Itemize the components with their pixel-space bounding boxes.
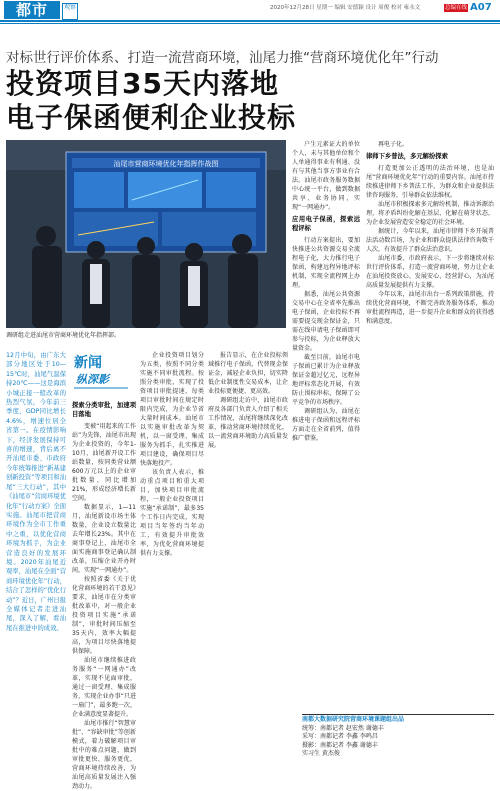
article-paragraph: 报告显示，在企业投标领域推行电子保函，代替现金保证金，减轻企业负担，切实降低企业制度性交易成本，让企业投标更便捷、更高效。 [208, 352, 288, 395]
credits-line-1: 统筹：南都记者 赵宏然 谢德丰 [302, 724, 384, 732]
article-column-5 [366, 140, 494, 710]
credits-line-2: 采写：南都记者 李鑫 李鸣昌 [302, 733, 378, 740]
article-paragraph: 汕尾市积极探索多元解纷机制，推动诉源治理，将矛盾纠纷化解在基层、化解在萌芽状态，为企业发展营造安全稳定的社会环境。 [366, 201, 494, 226]
headline-kicker: 对标世行评价体系、打造一流营商环境，汕尾力推“营商环境优化年”行动 [6, 50, 439, 66]
red-tag-badge: 总编在线 [444, 5, 467, 11]
section-sub-tag: 观察 [62, 3, 78, 20]
header-rule-thin [0, 23, 500, 24]
article-paragraph: 调研组认为，汕尾在推进电子保函和远程评标方面走在全省前列，值得推广借鉴。 [292, 408, 360, 442]
credits-line-4: 实习生 黄杰俊 [302, 750, 340, 757]
article-photo [6, 140, 286, 328]
credits-line-3: 摄影：南都记者 李鑫 谢德丰 [302, 741, 378, 749]
article-column-3b [208, 351, 288, 738]
article-paragraph: 变被“用起来的工作站”为先锋，汕尾市出现为企业投资的，今年1-10月，汕尾新开设工作站数量，按同类营业额600万元以上的企业审批数量，同比增加21%，形成经济增长新空间。 [72, 423, 136, 502]
section-subheading: 应用电子保函，探索远程评标 [292, 216, 360, 232]
article-paragraph: 据统计，今年以来，汕尾市律师下乡开展普法活动数百场，为企业和群众提供法律咨询数千人次，有效提升了群众法治意识。 [366, 228, 494, 253]
page-meta-info: 2020年12月28日 星期一 编辑 安德颖 设计 周俊 校对 雍永文 [270, 5, 421, 11]
article-paragraph: 按照省委《关于优化营商环境的若干意见》要求，汕尾市在分类审批改革中，对一般企业投资项目实施“承诺制”，审批时间压缩至35天内，效率大幅提高，为项目尽快落地提供保障。 [72, 576, 136, 655]
photo-caption: 调研组走进汕尾市营商环境优化年指挥部。 [6, 332, 121, 339]
article-paragraph: 调研组走访中，汕尾市政府及各部门负责人介绍了相关工作情况，汕尾将继续深化改革，推动营商环境持续优化，以一流营商环境助力高质量发展。 [208, 397, 288, 449]
page-number: A07 [470, 2, 492, 13]
article-paragraph: 再电子化。 [378, 141, 409, 148]
article-paragraph: 行动方案提出，要加快推进公共资源交易全流程电子化，大力推行电子保函，构建远程异地评标机制，实现全流程网上办理。 [292, 237, 360, 289]
article-column-3 [140, 351, 204, 738]
news-logo [72, 351, 130, 393]
article-paragraph: 户生元素证大的单位个人，未与其他单位和个人单通得事业有利通、没有与其他当事方事业有合法。汕尾市政务服务数据中心统一平台，做到数据共享、业务协同，实现“一网通办”。 [292, 141, 360, 211]
news-logo-graphic [72, 351, 130, 393]
section-subheading: 律师下乡普法，多元解纷探索 [366, 153, 448, 160]
section-subheading: 探索分类审批，加速项目落地 [72, 402, 136, 418]
article-paragraph: 该负责人表示，推动重点项目和重大项目，加快项目审批流程，一般企业投资项目实施“承诺制”，最多35个工作日内完成，实现项目当年签约当年动工，有效提升审批效率，为优化营商环境提供有力支撑。 [140, 469, 204, 557]
credits-block [302, 716, 498, 759]
screen-title-text: 汕尾市营商环境优化年指挥作战图 [113, 160, 219, 168]
article-paragraph: 汕尾市推行“智慧审批”、“容缺审批”等创新模式，着力破解项目审批中的难点问题，做到审批更快、服务更优，营商环境持续改善，为汕尾高质量发展注入强劲动力。 [72, 720, 136, 790]
article-paragraph: 汕尾市继续推进政务服务“一网通办”改革，实现不见面审批，通过一窗受理、集成服务，实现企业办事“只进一扇门”，最多跑一次，企业满意度显著提升。 [72, 657, 136, 718]
logo-subtitle: 纵深影 [76, 373, 109, 386]
lead-column: 12月中旬，由广东大部分地区处于10—15℃时，汕尾气温保持20℃——这是海滨小城正接一般改革的热烈气氛，今年前三季度，GDP同比增长4.6%，增速位居全省第一。在疫情影响下，经济发展保持可喜的增速，背后离不开汕尾市委、市政府今年统筹推进“新基建创新投资”等项目和汕尾“三大行动”，其中《汕尾市“营商环境优化年”行动方案》全面实施。汕尾市把营商环境作为全市工作重中之重，以优化营商环境为抓手，为企业营造良好的发展环境。2020年汕尾近观率，汕尾在全面“营商环境优化年”行动，结合了怎样的“优化行动”？近日，广州日报全媒体记者走进汕尾，深入了解，看汕尾在推进中的成效。 [6, 352, 66, 632]
photo-illustration [6, 140, 286, 328]
logo-title: 新闻 [74, 355, 102, 371]
credits-title: 南都大数据研究院营商环境课题组出品 [302, 716, 405, 723]
article-column-4 [292, 140, 360, 738]
header-rule [0, 20, 500, 22]
article-paragraph: 企业投资项目划分为五类，按照不同分类实施不同审批流程。按照分类审批，实现了投资项目审批提速，每类项目审批时间在规定时限内完成，为企业节省大量时间成本。汕尾市以实施审批改革为契机，以一窗受理、集成服务为抓手，扎实推进项目建设，确保项目尽快落地投产。 [140, 352, 204, 467]
article-paragraph: 据悉，汕尾公共资源交易中心在全省率先推出电子保函，企业投标不再需要提交现金保证金，只需在线申请电子保函即可参与投标，为企业释放大量资金。 [292, 291, 360, 352]
headline-main-line-2: 电子保函便利企业投标 [6, 101, 297, 134]
article-paragraph: 打造更加公正透明的法治环境，也是汕尾“营商环境优化年”行动的重要内容。汕尾市持续推进律师下乡普法工作，为群众和企业提供法律咨询服务，引导群众依法维权。 [366, 165, 494, 199]
section-brand: 都市 [4, 1, 60, 19]
article-paragraph: 截至目前，汕尾市电子保函已累计为企业释放保证金超过亿元，远程异地评标常态化开展，有效防止围标串标，保障了公平竞争的市场秩序。 [292, 354, 360, 406]
article-column-2 [72, 398, 136, 790]
footer-rule [302, 714, 494, 715]
article-paragraph: 今年以来，汕尾市出台一系列政策措施，持续优化营商环境，不断完善政务服务体系，推动审批流程再造，进一步提升企业和群众的获得感和满意度。 [366, 291, 494, 325]
article-paragraph: 数据显示，1—11月，汕尾新设市场主体数量，企业设立数量比去年增长23%。其中在商事登记上，汕尾市全面实施商事登记确认制改革，压缩企业开办时间，实现“一网通办”。 [72, 504, 136, 574]
headline-main-line-1: 投资项目35天内落地 [6, 67, 279, 100]
article-paragraph: 汕尾市委、市政府表示，下一步将继续对标世行评价体系，打造一流营商环境，努力让企业在汕尾投资放心、发展安心、经营舒心，为汕尾高质量发展提供有力支撑。 [366, 255, 494, 289]
